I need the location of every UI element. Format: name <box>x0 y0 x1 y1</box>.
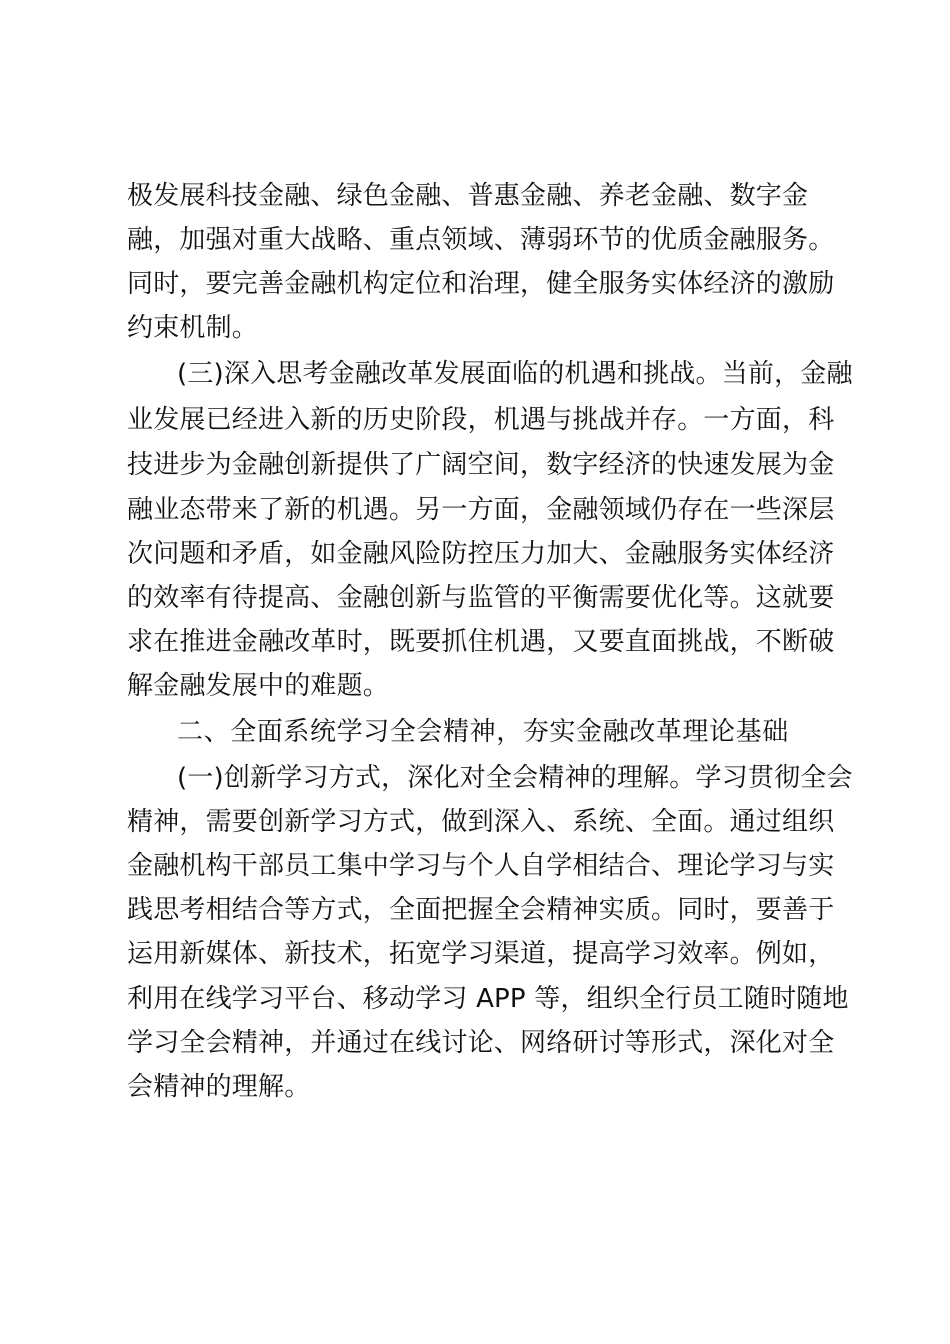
body-text-line: 利用在线学习平台、移动学习 APP 等，组织全行员工随时随地 <box>127 984 849 1014</box>
body-text-line: 的效率有待提高、金融创新与监管的平衡需要优化等。这就要 <box>127 583 835 613</box>
body-text-line: 融业态带来了新的机遇。另一方面，金融领域仍存在一些深层 <box>127 495 835 525</box>
body-text-line: 精神，需要创新学习方式，做到深入、系统、全面。通过组织 <box>127 807 835 837</box>
body-text-line: 技进步为金融创新提供了广阔空间，数字经济的快速发展为金 <box>127 450 835 480</box>
body-text-line: 极发展科技金融、绿色金融、普惠金融、养老金融、数字金 <box>127 181 809 211</box>
body-text-line: 融，加强对重大战略、重点领域、薄弱环节的优质金融服务。 <box>127 225 835 255</box>
body-text-line: 践思考相结合等方式，全面把握全会精神实质。同时，要善于 <box>127 895 835 925</box>
body-text-line: 会精神的理解。 <box>127 1072 311 1102</box>
body-text-line: 解金融发展中的难题。 <box>127 671 390 701</box>
body-text-line: 求在推进金融改革时，既要抓住机遇，又要直面挑战，不断破 <box>127 627 835 657</box>
section-heading: 二、全面系统学习全会精神，夯实金融改革理论基础 <box>177 717 789 747</box>
body-text-line: 运用新媒体、新技术，拓宽学习渠道，提高学习效率。例如， <box>127 939 835 969</box>
body-text-line: 同时，要完善金融机构定位和治理，健全服务实体经济的激励 <box>127 269 835 299</box>
section-lead-line: (三)深入思考金融改革发展面临的机遇和挑战。当前，金融 <box>177 359 853 389</box>
section-lead-line: (一)创新学习方式，深化对全会精神的理解。学习贯彻全会 <box>177 763 853 793</box>
body-text-line: 次问题和矛盾，如金融风险防控压力加大、金融服务实体经济 <box>127 539 835 569</box>
body-text-line: 金融机构干部员工集中学习与个人自学相结合、理论学习与实 <box>127 851 835 881</box>
body-text-line: 业发展已经进入新的历史阶段，机遇与挑战并存。一方面，科 <box>127 405 835 435</box>
body-text-line: 学习全会精神，并通过在线讨论、网络研讨等形式，深化对全 <box>127 1028 835 1058</box>
body-text-line: 约束机制。 <box>127 313 259 343</box>
